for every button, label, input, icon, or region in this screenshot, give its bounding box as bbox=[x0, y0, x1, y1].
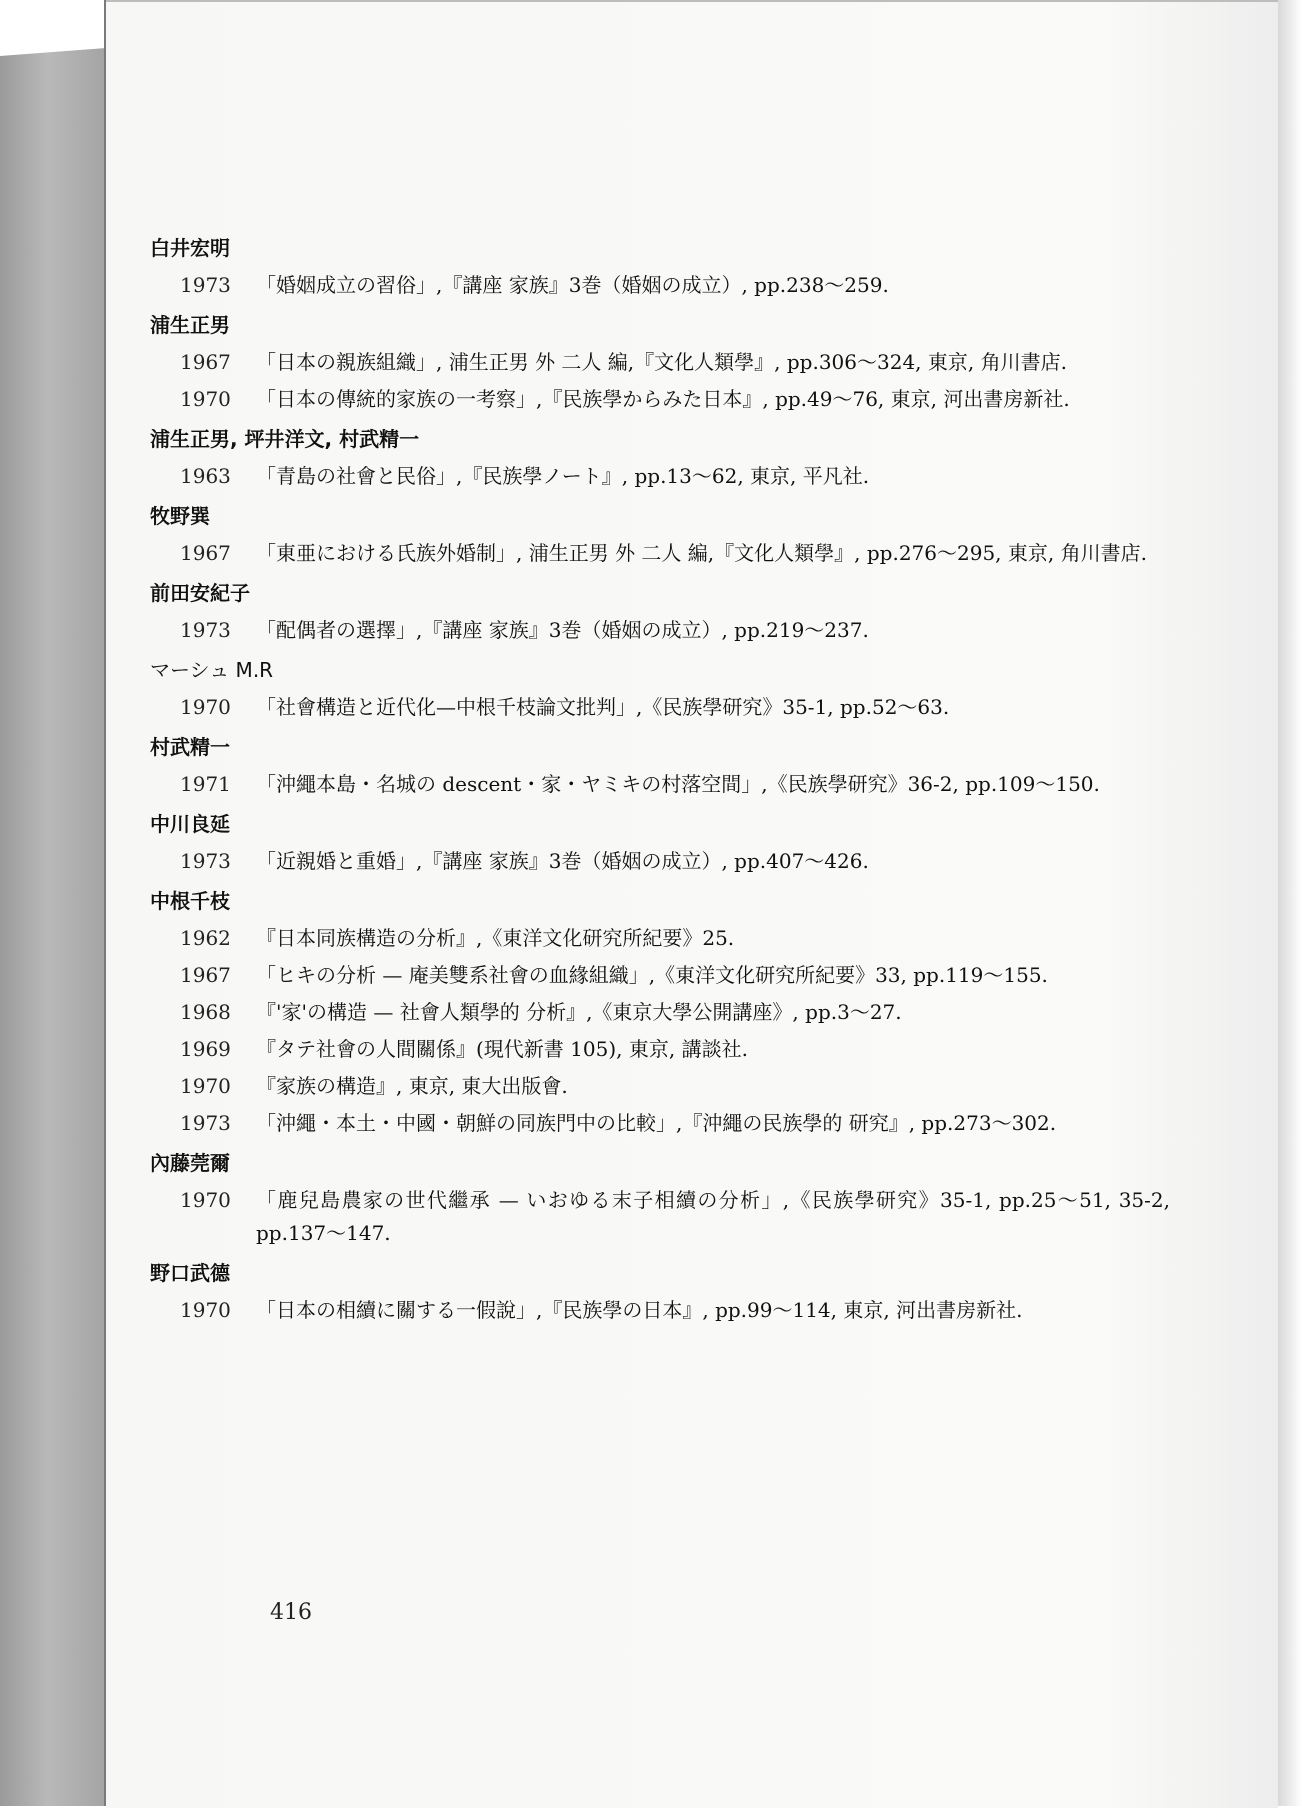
entry-year: 1973 bbox=[180, 618, 231, 642]
entry-text: 「婚姻成立の習俗」,『講座 家族』3巻（婚姻の成立）, pp.238～259. bbox=[256, 273, 889, 297]
entry-year: 1970 bbox=[180, 1074, 231, 1098]
author-name: 野口武德 bbox=[150, 1261, 230, 1285]
entry-text: 「日本の親族組織」, 浦生正男 外 二人 編,『文化人類學』, pp.306～324, 東京, 角川書店. bbox=[256, 350, 1067, 374]
author-name: 中川良延 bbox=[150, 812, 230, 836]
entry-text: 「日本の傳統的家族の一考察」,『民族學からみた日本』, pp.49～76, 東京, 河出書房新社. bbox=[256, 387, 1070, 411]
entry-text: 「社會構造と近代化—中根千枝論文批判」,《民族學研究》35-1, pp.52～63. bbox=[256, 695, 950, 719]
bibliography-entry bbox=[150, 1294, 1170, 1327]
author-name: 村武精一 bbox=[150, 735, 230, 759]
bibliography-entry bbox=[150, 1184, 1170, 1250]
bibliography-entry bbox=[150, 1107, 1170, 1140]
entry-year: 1967 bbox=[180, 350, 231, 374]
entry-text: 「日本の相續に關する一假說」,『民族學の日本』, pp.99～114, 東京, 河出書房新社. bbox=[256, 1298, 1023, 1322]
bibliography-entry bbox=[150, 537, 1170, 570]
entry-text: 「東亜における氏族外婚制」, 浦生正男 外 二人 編,『文化人類學』, pp.276～295, 東京, 角川書店. bbox=[256, 541, 1147, 565]
entry-year: 1962 bbox=[180, 926, 231, 950]
bibliography-entry bbox=[150, 768, 1170, 801]
bibliography-entry bbox=[150, 614, 1170, 647]
author-name: 中根千枝 bbox=[150, 889, 230, 913]
entry-text: 「沖繩・本土・中國・朝鮮の同族門中の比較」,『沖繩の民族學的 研究』, pp.273～302. bbox=[256, 1111, 1057, 1135]
bibliography-entry bbox=[150, 959, 1170, 992]
entry-year: 1968 bbox=[180, 1000, 231, 1024]
author-name: 前田安紀子 bbox=[150, 581, 250, 605]
entry-text: 『タテ社會の人間關係』(現代新書 105), 東京, 講談社. bbox=[256, 1037, 748, 1061]
author-name: マーシュ M.R bbox=[150, 658, 274, 682]
entry-year: 1970 bbox=[180, 387, 231, 411]
entry-year: 1963 bbox=[180, 464, 231, 488]
bibliography-entry bbox=[150, 691, 1170, 724]
bibliography-entry bbox=[150, 346, 1170, 379]
book-spine bbox=[0, 48, 106, 1806]
author-name: 內藤莞爾 bbox=[150, 1151, 230, 1175]
bibliography-entry bbox=[150, 845, 1170, 878]
author-name: 浦生正男, 坪井洋文, 村武精一 bbox=[150, 427, 420, 451]
bibliography-entry bbox=[150, 1070, 1170, 1103]
entry-text: 「青島の社會と民俗」,『民族學ノート』, pp.13～62, 東京, 平凡社. bbox=[256, 464, 870, 488]
entry-year: 1970 bbox=[180, 695, 231, 719]
bibliography-entry bbox=[150, 1033, 1170, 1066]
entry-year: 1970 bbox=[180, 1298, 231, 1322]
bibliography-entry bbox=[150, 269, 1170, 302]
entry-year: 1967 bbox=[180, 541, 231, 565]
entry-text: 「配偶者の選擇」,『講座 家族』3巻（婚姻の成立）, pp.219～237. bbox=[256, 618, 869, 642]
entry-text: 「鹿兒島農家の世代繼承 — いおゆる末子相續の分析」,《民族學研究》35-1, pp.25～51, 35-2, pp.137～147. bbox=[256, 1188, 1170, 1245]
entry-text: 『'家'の構造 — 社會人類學的 分析』,《東京大學公開講座》, pp.3～27. bbox=[256, 1000, 902, 1024]
page-number: 416 bbox=[270, 1600, 312, 1625]
bibliography-entry bbox=[150, 922, 1170, 955]
page-shadow bbox=[1278, 0, 1302, 1806]
entry-year: 1971 bbox=[180, 772, 231, 796]
entry-year: 1967 bbox=[180, 963, 231, 987]
entry-text: 「近親婚と重婚」,『講座 家族』3巻（婚姻の成立）, pp.407～426. bbox=[256, 849, 869, 873]
entry-year: 1973 bbox=[180, 273, 231, 297]
bibliography-entry bbox=[150, 383, 1170, 416]
entry-text: 「ヒキの分析 — 庵美雙系社會の血緣組織」,《東洋文化研究所紀要》33, pp.119～155. bbox=[256, 963, 1048, 987]
entry-year: 1969 bbox=[180, 1037, 231, 1061]
entry-text: 『家族の構造』, 東京, 東大出版會. bbox=[256, 1074, 568, 1098]
author-name: 牧野巽 bbox=[150, 504, 210, 528]
author-name: 浦生正男 bbox=[150, 313, 230, 337]
entry-text: 「沖繩本島・名城の descent・家・ヤミキの村落空間」,《民族學研究》36-2, pp.109～150. bbox=[256, 772, 1100, 796]
entry-text: 『日本同族構造の分析』,《東洋文化研究所紀要》25. bbox=[256, 926, 735, 950]
bibliography-entry bbox=[150, 996, 1170, 1029]
entry-year: 1973 bbox=[180, 1111, 231, 1135]
bibliography-list bbox=[150, 225, 1170, 1331]
entry-year: 1973 bbox=[180, 849, 231, 873]
entry-year: 1970 bbox=[180, 1188, 231, 1212]
bibliography-entry bbox=[150, 460, 1170, 493]
author-name: 白井宏明 bbox=[150, 236, 230, 260]
